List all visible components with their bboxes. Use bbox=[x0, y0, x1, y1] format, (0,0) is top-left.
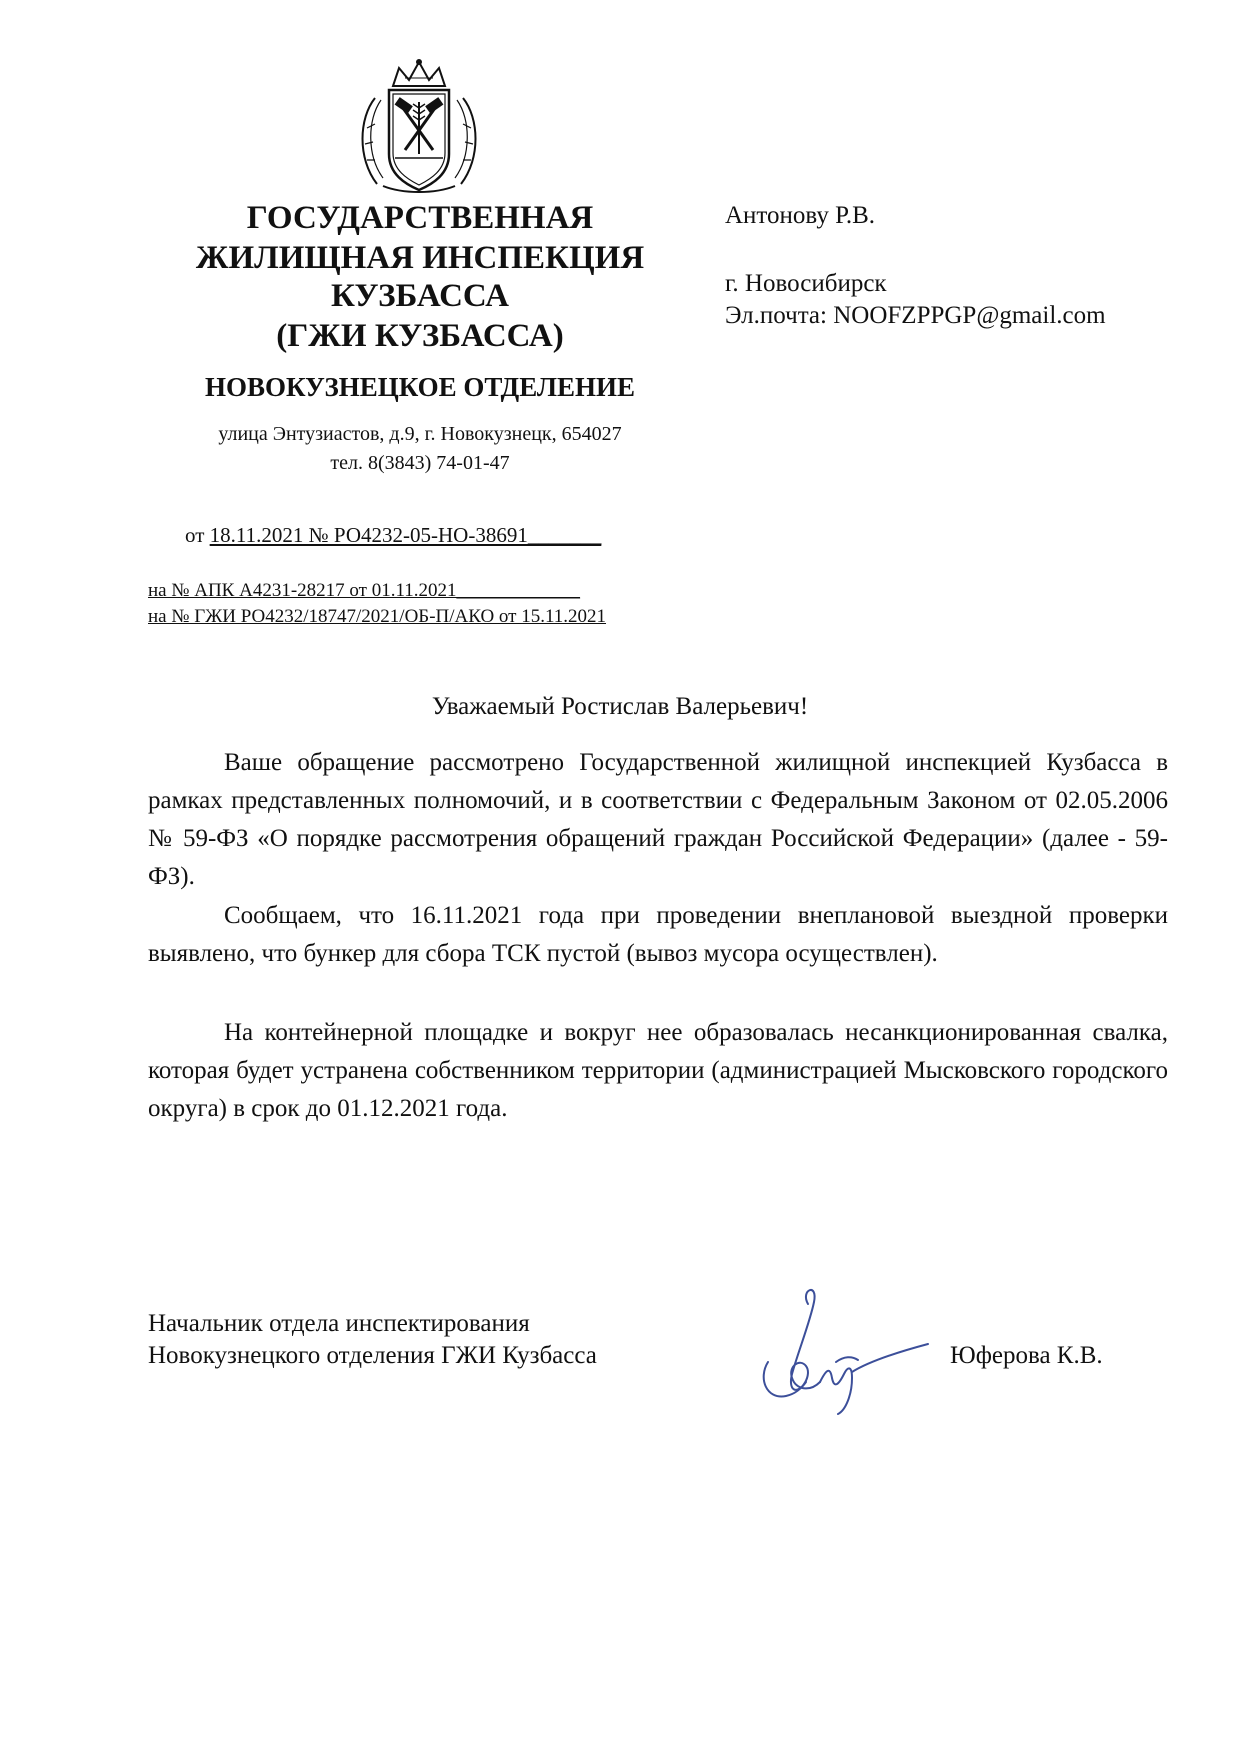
recipient-city: г. Новосибирск bbox=[725, 270, 887, 297]
incoming-reference-2: на № ГЖИ РО4232/18747/2021/ОБ-П/АКО от 15.11.2021 bbox=[148, 606, 607, 627]
body-paragraph: Сообщаем, что 16.11.2021 года при проведении внеплановой выездной проверки выявлено, что бункер для сбора ТСК пустой (вывоз мусора осуществлен). bbox=[148, 902, 1168, 967]
org-abbreviation: (ГЖИ КУЗБАССА) bbox=[276, 318, 564, 354]
org-name-line1: ГОСУДАРСТВЕННАЯ bbox=[246, 200, 594, 236]
department-name: НОВОКУЗНЕЦКОЕ ОТДЕЛЕНИЕ bbox=[204, 372, 636, 402]
org-address: улица Энтузиастов, д.9, г. Новокузнецк, 654027 bbox=[218, 423, 622, 445]
coat-of-arms-emblem-icon bbox=[353, 58, 485, 198]
outgoing-reference bbox=[185, 523, 601, 548]
body-paragraph: Ваше обращение рассмотрено Государственной жилищной инспекцией Кузбасса в рамках представленных полномочий, и в соответствии с Федеральным Законом от 02.05.2006 № 59-ФЗ «О порядке рассмотрения обращений граждан Российской Федерации» (далее - 59-ФЗ). bbox=[148, 749, 1168, 890]
reference-number: 18.11.2021 № РО4232-05-НО-38691_______ bbox=[209, 523, 602, 547]
recipient-name: Антонову Р.В. bbox=[725, 202, 876, 229]
handwritten-signature-icon bbox=[748, 1282, 938, 1417]
org-name-line3: КУЗБАССА bbox=[331, 278, 509, 314]
signer-title-line2: Новокузнецкого отделения ГЖИ Кузбасса bbox=[148, 1342, 597, 1369]
greeting: Уважаемый Ростислав Валерьевич! bbox=[431, 693, 809, 720]
org-name-line2: ЖИЛИЩНАЯ ИНСПЕКЦИЯ bbox=[195, 240, 645, 276]
incoming-reference-1: на № АПК А4231-28217 от 01.11.2021_____________ bbox=[148, 580, 580, 601]
signer-name: Юферова К.В. bbox=[950, 1342, 1103, 1369]
signer-title-line1: Начальник отдела инспектирования bbox=[148, 1310, 530, 1337]
body-paragraph: На контейнерной площадке и вокруг нее образовалась несанкционированная свалка, которая будет устранена собственником территории (администрацией Мысковского городского округа) в срок до 01.12.2021 года. bbox=[148, 1019, 1168, 1122]
reference-prefix: от bbox=[185, 523, 210, 547]
recipient-email: Эл.почта: NOOFZPPGP@gmail.com bbox=[725, 302, 1106, 329]
org-phone: тел. 8(3843) 74-01-47 bbox=[330, 452, 510, 474]
